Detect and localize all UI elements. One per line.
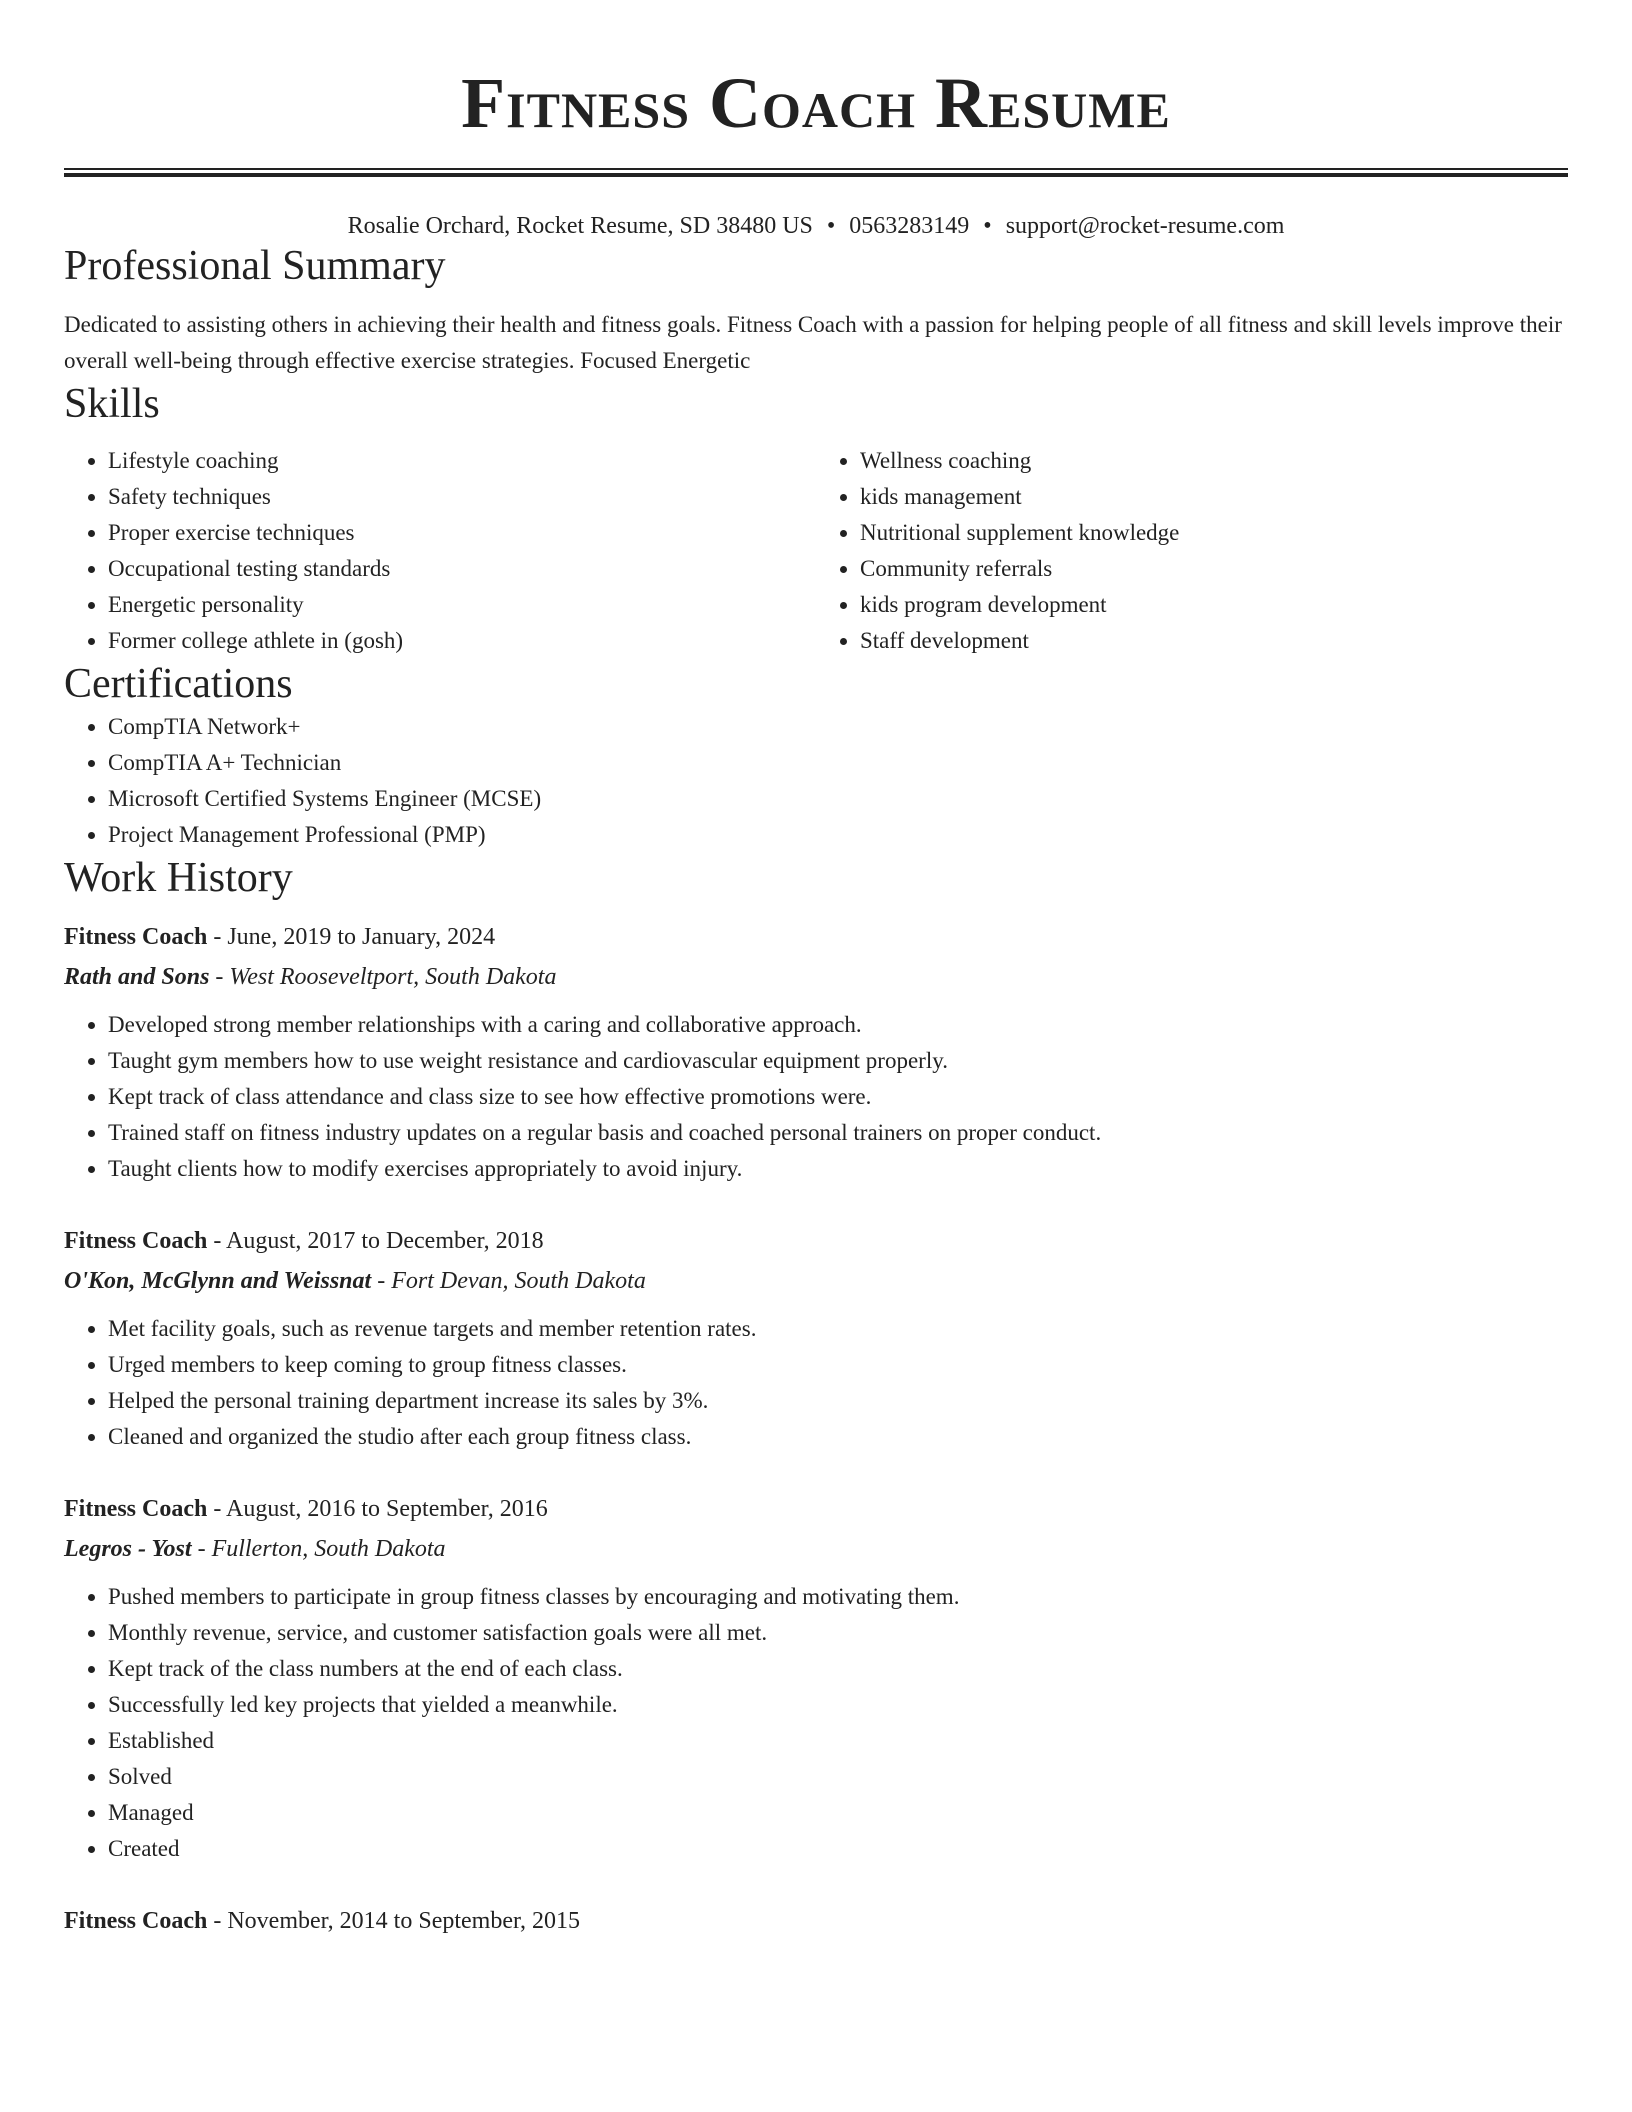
certification-item: • Project Management Professional (PMP) bbox=[108, 817, 1568, 853]
skill-item: • Staff development bbox=[860, 623, 1568, 659]
contact-email: support@rocket-resume.com bbox=[1005, 213, 1285, 239]
skill-item: • kids management bbox=[860, 479, 1568, 515]
job-bullet: • Established bbox=[108, 1723, 1568, 1759]
job-bullet: • Monthly revenue, service, and customer satisfaction goals were all met. bbox=[108, 1615, 1568, 1651]
certification-item: • CompTIA Network+ bbox=[108, 709, 1568, 745]
job-bullets bbox=[64, 1311, 1568, 1455]
skills-heading: Skills bbox=[64, 381, 160, 427]
job-bullet: • Taught clients how to modify exercises appropriately to avoid injury. bbox=[108, 1151, 1568, 1187]
job-company: Legros - Yost bbox=[64, 1536, 192, 1562]
job-bullet: • Kept track of the class numbers at the end of each class. bbox=[108, 1651, 1568, 1687]
job-entry bbox=[64, 1901, 1568, 1941]
job-dates: August, 2016 to September, 2016 bbox=[226, 1496, 548, 1522]
skill-item: • Energetic personality bbox=[108, 587, 816, 623]
job-bullet: • Developed strong member relationships with a caring and collaborative approach. bbox=[108, 1007, 1568, 1043]
summary-heading: Professional Summary bbox=[64, 243, 446, 289]
certification-item: • CompTIA A+ Technician bbox=[108, 745, 1568, 781]
job-entry bbox=[64, 1489, 1568, 1867]
job-location: West Rooseveltport, South Dakota bbox=[229, 964, 557, 990]
job-title-line: Fitness Coach - June, 2019 to January, 2024 bbox=[64, 924, 496, 950]
job-company-line: Legros - Yost - Fullerton, South Dakota bbox=[64, 1536, 446, 1562]
job-bullet: • Managed bbox=[108, 1795, 1568, 1831]
job-company-line: O'Kon, McGlynn and Weissnat - Fort Devan, South Dakota bbox=[64, 1268, 646, 1294]
job-bullet: • Kept track of class attendance and class size to see how effective promotions were. bbox=[108, 1079, 1568, 1115]
job-dates: August, 2017 to December, 2018 bbox=[226, 1228, 544, 1254]
job-title-line: Fitness Coach - August, 2016 to September, 2016 bbox=[64, 1496, 548, 1522]
certifications-list bbox=[64, 709, 1568, 853]
job-company-line: Rath and Sons - West Rooseveltport, South Dakota bbox=[64, 964, 557, 990]
job-bullet: • Created bbox=[108, 1831, 1568, 1867]
job-bullets bbox=[64, 1007, 1568, 1187]
skill-item: • Nutritional supplement knowledge bbox=[860, 515, 1568, 551]
job-company: O'Kon, McGlynn and Weissnat bbox=[64, 1268, 372, 1294]
job-entry bbox=[64, 917, 1568, 1187]
contact-phone: 0563283149 bbox=[849, 213, 970, 239]
skills-list-right bbox=[816, 443, 1568, 659]
skill-item: • Safety techniques bbox=[108, 479, 816, 515]
job-title-line: Fitness Coach - November, 2014 to September, 2015 bbox=[64, 1908, 581, 1934]
job-bullet: • Trained staff on fitness industry updates on a regular basis and coached personal trainers on proper conduct. bbox=[108, 1115, 1568, 1151]
certifications-heading: Certifications bbox=[64, 661, 293, 707]
resume-title: Fitness Coach Resume bbox=[461, 63, 1171, 143]
skill-item: • kids program development bbox=[860, 587, 1568, 623]
job-bullet: • Taught gym members how to use weight resistance and cardiovascular equipment properly. bbox=[108, 1043, 1568, 1079]
contact-separator: • bbox=[826, 213, 836, 239]
skills-list-left bbox=[64, 443, 816, 659]
title-divider bbox=[64, 168, 1568, 177]
job-bullets bbox=[64, 1579, 1568, 1867]
job-company: Rath and Sons bbox=[64, 964, 210, 990]
job-entry bbox=[64, 1221, 1568, 1455]
skill-item: • Former college athlete in (gosh) bbox=[108, 623, 816, 659]
job-bullet: • Cleaned and organized the studio after each group fitness class. bbox=[108, 1419, 1568, 1455]
job-bullet: • Met facility goals, such as revenue targets and member retention rates. bbox=[108, 1311, 1568, 1347]
job-title: Fitness Coach bbox=[64, 1496, 208, 1522]
job-title-line: Fitness Coach - August, 2017 to December, 2018 bbox=[64, 1228, 544, 1254]
summary-text: Dedicated to assisting others in achieving their health and fitness goals. Fitness Coach with a passion for helping people of all fitness and skill levels improve their overall well-being through effective exercise strategies. Focused Energetic bbox=[64, 312, 1562, 373]
skill-item: • Proper exercise techniques bbox=[108, 515, 816, 551]
contact-separator: • bbox=[983, 213, 992, 239]
contact-line bbox=[64, 211, 1568, 241]
skill-item: • Community referrals bbox=[860, 551, 1568, 587]
job-bullet: • Urged members to keep coming to group fitness classes. bbox=[108, 1347, 1568, 1383]
job-title: Fitness Coach bbox=[64, 924, 208, 950]
work-history-heading: Work History bbox=[64, 855, 293, 901]
job-dates: November, 2014 to September, 2015 bbox=[227, 1908, 581, 1934]
job-title: Fitness Coach bbox=[64, 1228, 208, 1254]
job-bullet: • Pushed members to participate in group fitness classes by encouraging and motivating them. bbox=[108, 1579, 1568, 1615]
skill-item: • Wellness coaching bbox=[860, 443, 1568, 479]
job-bullet: • Helped the personal training department increase its sales by 3%. bbox=[108, 1383, 1568, 1419]
job-bullet: • Solved bbox=[108, 1759, 1568, 1795]
job-location: Fullerton, South Dakota bbox=[211, 1536, 446, 1562]
job-location: Fort Devan, South Dakota bbox=[391, 1268, 646, 1294]
skill-item: • Lifestyle coaching bbox=[108, 443, 816, 479]
skills-grid bbox=[64, 443, 1568, 659]
job-title: Fitness Coach bbox=[64, 1908, 208, 1934]
job-dates: June, 2019 to January, 2024 bbox=[227, 924, 496, 950]
skill-item: • Occupational testing standards bbox=[108, 551, 816, 587]
certification-item: • Microsoft Certified Systems Engineer (MCSE) bbox=[108, 781, 1568, 817]
resume-page bbox=[64, 0, 1568, 1941]
job-bullet: • Successfully led key projects that yielded a meanwhile. bbox=[108, 1687, 1568, 1723]
contact-address: Rosalie Orchard, Rocket Resume, SD 38480 US bbox=[347, 213, 813, 239]
